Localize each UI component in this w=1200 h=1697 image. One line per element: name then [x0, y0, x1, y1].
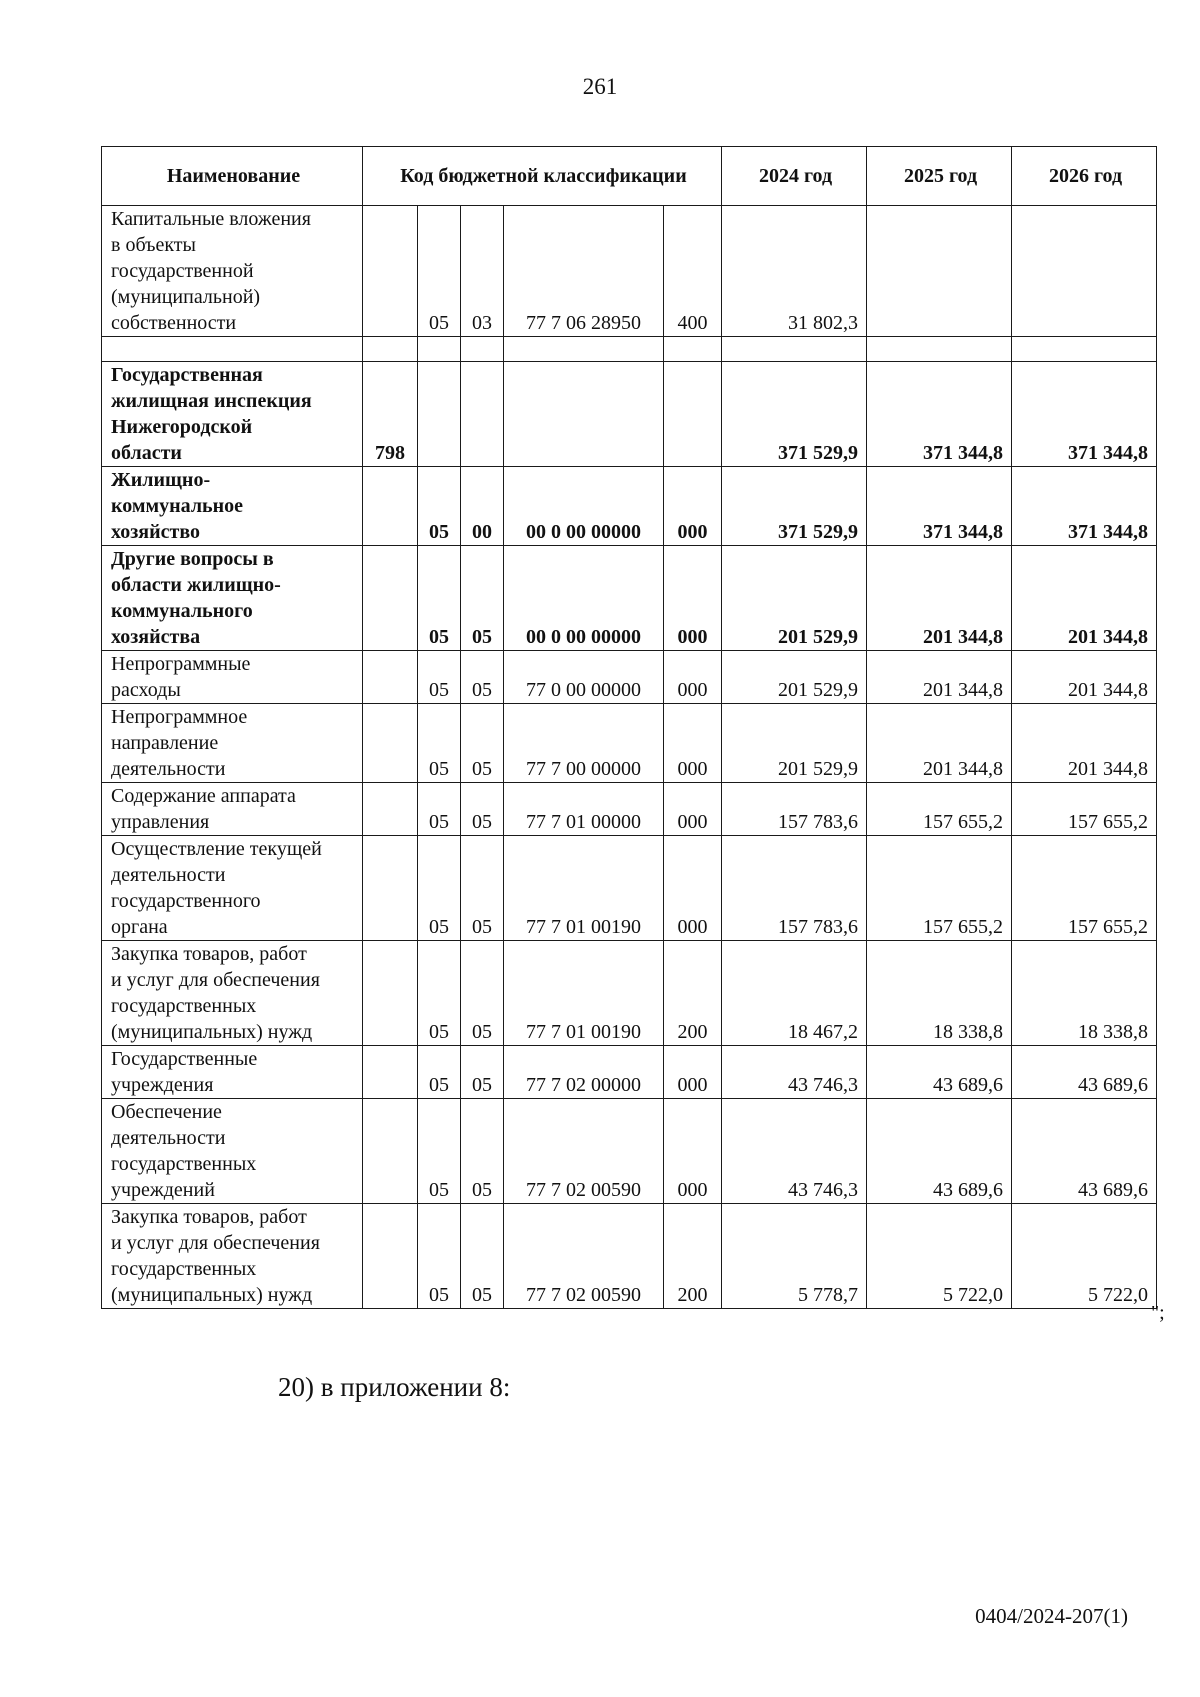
amount-2025: 43 689,6 — [867, 1099, 1012, 1204]
section-code — [418, 362, 461, 467]
amount-2025: 43 689,6 — [867, 1046, 1012, 1099]
expense-type-code — [664, 362, 722, 467]
row-name: Закупка товаров, работ и услуг для обеспечения государственных (муниципальных) нужд — [102, 941, 363, 1046]
table-row — [102, 362, 1157, 467]
amount-2024: 43 746,3 — [722, 1046, 867, 1099]
subsection-title: 20) в приложении 8: — [278, 1372, 511, 1402]
budget-table — [101, 146, 1157, 1309]
row-name: Государственная жилищная инспекция Нижегородской области — [102, 362, 363, 467]
amount-2026: 157 655,2 — [1012, 783, 1157, 836]
ved-code — [363, 546, 418, 651]
header-name: Наименование — [102, 147, 363, 206]
amount-2026: 43 689,6 — [1012, 1099, 1157, 1204]
section-code: 05 — [418, 704, 461, 783]
row-name: Жилищно- коммунальное хозяйство — [102, 467, 363, 546]
section-code: 05 — [418, 651, 461, 704]
ved-code — [363, 1099, 418, 1204]
expense-type-code: 000 — [664, 836, 722, 941]
subsection-code: 05 — [461, 1046, 504, 1099]
ved-code — [363, 1046, 418, 1099]
ved-code: 798 — [363, 362, 418, 467]
amount-2024: 157 783,6 — [722, 783, 867, 836]
table-row — [102, 1204, 1157, 1309]
table-row — [102, 836, 1157, 941]
table-row — [102, 546, 1157, 651]
row-name: Осуществление текущей деятельности государственного органа — [102, 836, 363, 941]
table-row — [102, 1099, 1157, 1204]
amount-2025: 201 344,8 — [867, 704, 1012, 783]
ved-code — [363, 651, 418, 704]
document-code: 0404/2024-207(1) — [975, 1604, 1128, 1628]
expense-type-code: 200 — [664, 941, 722, 1046]
ved-code — [363, 467, 418, 546]
amount-2025: 201 344,8 — [867, 546, 1012, 651]
target-article-code: 77 7 02 00590 — [504, 1099, 664, 1204]
amount-2026: 201 344,8 — [1012, 651, 1157, 704]
subsection-code: 05 — [461, 836, 504, 941]
header-2024: 2024 год — [722, 147, 867, 206]
table-row — [102, 206, 1157, 337]
subsection-code: 05 — [461, 1204, 504, 1309]
amount-2024: 371 529,9 — [722, 467, 867, 546]
amount-2025: 201 344,8 — [867, 651, 1012, 704]
target-article-code: 77 7 01 00190 — [504, 941, 664, 1046]
row-name: Непрограммное направление деятельности — [102, 704, 363, 783]
subsection-code: 05 — [461, 1099, 504, 1204]
amount-2025: 18 338,8 — [867, 941, 1012, 1046]
amount-2026: 201 344,8 — [1012, 704, 1157, 783]
expense-type-code: 200 — [664, 1204, 722, 1309]
ved-code — [363, 1204, 418, 1309]
section-code: 05 — [418, 941, 461, 1046]
table-row — [102, 467, 1157, 546]
section-code: 05 — [418, 1046, 461, 1099]
subsection-code: 05 — [461, 651, 504, 704]
amount-2025: 157 655,2 — [867, 836, 1012, 941]
amount-2024: 18 467,2 — [722, 941, 867, 1046]
expense-type-code: 400 — [664, 206, 722, 337]
amount-2025: 5 722,0 — [867, 1204, 1012, 1309]
amount-2025: 371 344,8 — [867, 362, 1012, 467]
table-row — [102, 783, 1157, 836]
table-row — [102, 704, 1157, 783]
target-article-code: 77 7 02 00590 — [504, 1204, 664, 1309]
expense-type-code: 000 — [664, 704, 722, 783]
ved-code — [363, 704, 418, 783]
amount-2024: 5 778,7 — [722, 1204, 867, 1309]
subsection-code: 00 — [461, 467, 504, 546]
expense-type-code: 000 — [664, 546, 722, 651]
expense-type-code: 000 — [664, 783, 722, 836]
empty-cell — [867, 337, 1012, 362]
amount-2024: 201 529,9 — [722, 704, 867, 783]
target-article-code: 77 0 00 00000 — [504, 651, 664, 704]
amount-2026: 43 689,6 — [1012, 1046, 1157, 1099]
empty-cell — [722, 337, 867, 362]
section-code: 05 — [418, 206, 461, 337]
amount-2025: 157 655,2 — [867, 783, 1012, 836]
ved-code — [363, 836, 418, 941]
target-article-code: 77 7 06 28950 — [504, 206, 664, 337]
header-code: Код бюджетной классификации — [363, 147, 722, 206]
subsection-code: 05 — [461, 941, 504, 1046]
amount-2026 — [1012, 206, 1157, 337]
table-header-row — [102, 147, 1157, 206]
subsection-code: 05 — [461, 704, 504, 783]
empty-cell — [504, 337, 664, 362]
section-code: 05 — [418, 467, 461, 546]
amount-2024: 201 529,9 — [722, 651, 867, 704]
ved-code — [363, 783, 418, 836]
target-article-code: 00 0 00 00000 — [504, 546, 664, 651]
target-article-code: 77 7 01 00000 — [504, 783, 664, 836]
ved-code — [363, 206, 418, 337]
empty-cell — [461, 337, 504, 362]
expense-type-code: 000 — [664, 467, 722, 546]
table-body — [102, 206, 1157, 1309]
amount-2026: 5 722,0 — [1012, 1204, 1157, 1309]
row-name: Содержание аппарата управления — [102, 783, 363, 836]
header-2026: 2026 год — [1012, 147, 1157, 206]
table-row — [102, 941, 1157, 1046]
closing-quote: "; — [1151, 1302, 1165, 1324]
section-code: 05 — [418, 836, 461, 941]
table-spacer-row — [102, 337, 1157, 362]
amount-2025: 371 344,8 — [867, 467, 1012, 546]
subsection-code — [461, 362, 504, 467]
amount-2024: 157 783,6 — [722, 836, 867, 941]
row-name: Закупка товаров, работ и услуг для обеспечения государственных (муниципальных) нужд — [102, 1204, 363, 1309]
amount-2024: 31 802,3 — [722, 206, 867, 337]
amount-2024: 371 529,9 — [722, 362, 867, 467]
empty-cell — [363, 337, 418, 362]
target-article-code: 77 7 02 00000 — [504, 1046, 664, 1099]
row-name: Государственные учреждения — [102, 1046, 363, 1099]
empty-cell — [418, 337, 461, 362]
table-row — [102, 1046, 1157, 1099]
amount-2024: 201 529,9 — [722, 546, 867, 651]
empty-cell — [102, 337, 363, 362]
subsection-code: 03 — [461, 206, 504, 337]
amount-2024: 43 746,3 — [722, 1099, 867, 1204]
amount-2026: 371 344,8 — [1012, 467, 1157, 546]
target-article-code — [504, 362, 664, 467]
amount-2026: 371 344,8 — [1012, 362, 1157, 467]
expense-type-code: 000 — [664, 651, 722, 704]
amount-2026: 157 655,2 — [1012, 836, 1157, 941]
row-name: Другие вопросы в области жилищно- коммунального хозяйства — [102, 546, 363, 651]
section-code: 05 — [418, 1204, 461, 1309]
empty-cell — [1012, 337, 1157, 362]
target-article-code: 77 7 01 00190 — [504, 836, 664, 941]
section-code: 05 — [418, 1099, 461, 1204]
section-code: 05 — [418, 546, 461, 651]
expense-type-code: 000 — [664, 1046, 722, 1099]
amount-2025 — [867, 206, 1012, 337]
subsection-code: 05 — [461, 546, 504, 651]
row-name: Капитальные вложения в объекты государственной (муниципальной) собственности — [102, 206, 363, 337]
target-article-code: 77 7 00 00000 — [504, 704, 664, 783]
row-name: Обеспечение деятельности государственных учреждений — [102, 1099, 363, 1204]
header-2025: 2025 год — [867, 147, 1012, 206]
section-code: 05 — [418, 783, 461, 836]
amount-2026: 18 338,8 — [1012, 941, 1157, 1046]
subsection-code: 05 — [461, 783, 504, 836]
row-name: Непрограммные расходы — [102, 651, 363, 704]
table-row — [102, 651, 1157, 704]
ved-code — [363, 941, 418, 1046]
expense-type-code: 000 — [664, 1099, 722, 1204]
amount-2026: 201 344,8 — [1012, 546, 1157, 651]
target-article-code: 00 0 00 00000 — [504, 467, 664, 546]
empty-cell — [664, 337, 722, 362]
page-number: 261 — [582, 74, 618, 99]
